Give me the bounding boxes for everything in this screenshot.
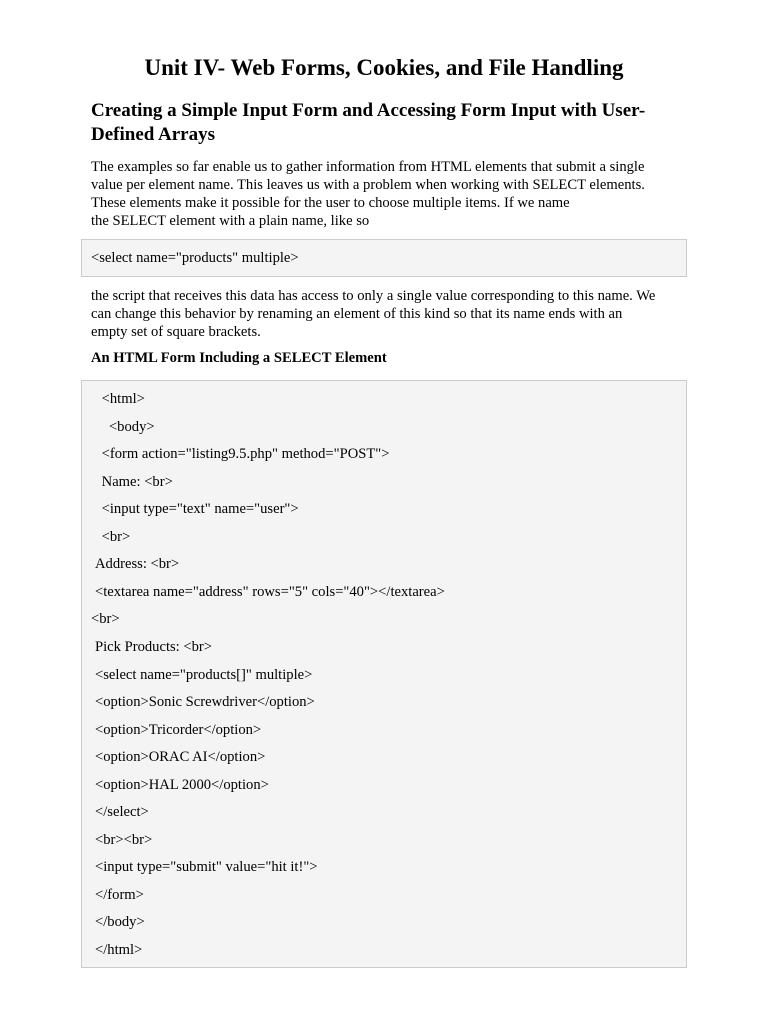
code-line: <br>: [98, 529, 131, 545]
code-line: <option>Sonic Screwdriver</option>: [95, 694, 315, 710]
code-line: <html>: [98, 391, 145, 407]
intro-paragraph: [91, 158, 681, 230]
code-line: <select name="products[]" multiple>: [95, 667, 313, 683]
code-snippet-box: [81, 239, 687, 277]
code-line: </form>: [95, 887, 144, 903]
code-line: Pick Products: <br>: [95, 639, 212, 655]
code-line: <option>ORAC AI</option>: [95, 749, 266, 765]
code-line: <form action="listing9.5.php" method="POST">: [98, 446, 390, 462]
code-line: <textarea name="address" rows="5" cols="40"></textarea>: [95, 584, 445, 600]
code-line: <br><br>: [95, 832, 153, 848]
code-listing-box: [81, 380, 687, 968]
code-line: </body>: [95, 914, 145, 930]
code-line: </html>: [95, 942, 143, 958]
page-title: Unit IV- Web Forms, Cookies, and File Handling: [144, 55, 624, 80]
explanation-paragraph: [91, 287, 681, 341]
code-line: </select>: [95, 804, 149, 820]
paragraph-line: These elements make it possible for the user to choose multiple items. If we name: [91, 195, 570, 211]
code-line: <option>HAL 2000</option>: [95, 777, 269, 793]
section-heading: Creating a Simple Input Form and Accessing Form Input with User-Defined Arrays: [91, 100, 646, 145]
paragraph-line: value per element name. This leaves us with a problem when working with SELECT elements.: [91, 177, 645, 193]
paragraph-line: can change this behavior by renaming an element of this kind so that its name ends with an: [91, 306, 623, 322]
code-snippet: <select name="products" multiple>: [91, 250, 299, 266]
code-line: <body>: [98, 419, 155, 435]
code-line: Address: <br>: [95, 556, 180, 572]
code-line: <input type="submit" value="hit it!">: [95, 859, 318, 875]
paragraph-line: empty set of square brackets.: [91, 324, 261, 340]
listing-heading: An HTML Form Including a SELECT Element: [91, 350, 387, 366]
paragraph-line: the script that receives this data has access to only a single value corresponding to this name. We: [91, 288, 656, 304]
code-line: <option>Tricorder</option>: [95, 722, 262, 738]
paragraph-line: the SELECT element with a plain name, like so: [91, 213, 370, 229]
paragraph-line: The examples so far enable us to gather information from HTML elements that submit a single: [91, 159, 645, 175]
code-line: Name: <br>: [98, 474, 173, 490]
code-line: <input type="text" name="user">: [98, 501, 299, 517]
code-line: <br>: [91, 611, 120, 627]
